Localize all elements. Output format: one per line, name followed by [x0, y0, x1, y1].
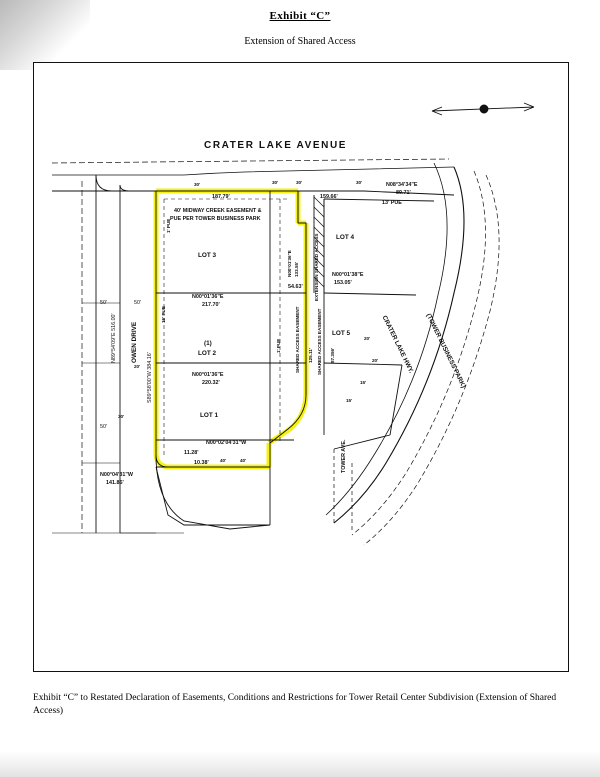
dimension-label-10: 10.38': [194, 460, 209, 466]
lot-label-lot-5: LOT 5: [332, 330, 351, 337]
dimension-label-87: 87.356': [330, 347, 335, 363]
dimension-label-bearing-133: N00°01'36"E: [287, 250, 292, 277]
dimension-label-bearing-bottom: N00°02'04'31"W: [206, 440, 247, 446]
page-title: Exhibit “C”: [269, 10, 331, 22]
dimension-label-20-left: 20': [134, 364, 141, 369]
dimension-label-141: 141.85': [106, 480, 124, 486]
dimension-label-89: 89.71': [396, 190, 411, 196]
dimension-label-187: 187.79': [212, 194, 230, 200]
dimension-label-125: 125.11': [308, 348, 313, 363]
dimension-label-30-b: 30': [272, 180, 279, 185]
dimension-label-bearing-153: N00°01'38"E: [332, 272, 364, 278]
dimension-label-15-b: 15': [346, 398, 353, 403]
north-arrow-icon: [432, 103, 534, 115]
street-label-crater-lake-avenue: CRATER LAKE AVENUE: [204, 140, 348, 151]
dimension-label-20-a: 20': [364, 336, 371, 341]
dimension-label-220: 220.32': [202, 380, 220, 386]
dimension-label-159: 159.66': [320, 194, 338, 200]
dimension-label-bearing-N08: N08°34'34"E: [386, 182, 418, 188]
easement-label-15-pue: 15' PUE: [161, 306, 166, 323]
plat-map-frame: [33, 62, 569, 672]
dimension-label-15-a: 15': [360, 380, 367, 385]
dimension-label-bearing-217: N00°01'36"E: [192, 294, 224, 300]
dimension-label-1-pue-b: 1' PUE: [166, 218, 171, 233]
easement-label-shared-access-2: SHARED ACCESS EASEMENT: [317, 308, 322, 375]
street-label-owen-drive: OWEN DRIVE: [131, 321, 138, 363]
dimension-label-owen-bearing: N89°54'09"E 516.00': [111, 313, 117, 363]
street-label-crater-lake-hwy: CRATER LAKE HWY.: [380, 314, 415, 375]
easement-label-extension-shared-access: EXTENSION SHARED ACCESS: [314, 233, 319, 301]
dimension-label-54: 54.63': [288, 284, 303, 290]
dimension-label-30-left: 30': [118, 414, 125, 419]
dimension-label-40-b: 40': [240, 458, 247, 463]
dimension-label-11: 11.28': [184, 450, 199, 456]
page-subtitle: Extension of Shared Access: [244, 36, 356, 47]
dimension-label-parcel-west: S89°58'00"W 384.16': [147, 352, 153, 403]
dimension-label-30-c: 30': [296, 180, 303, 185]
dimension-label-133: 133.55': [294, 261, 299, 277]
lot-label-lot-2: LOT 2: [198, 350, 217, 357]
lot-label-lot-4: LOT 4: [336, 234, 355, 241]
dimension-label: 50': [100, 300, 108, 306]
dimension-label-13-pue: 13' PUE: [382, 200, 402, 206]
dimension-label-bearing-141: N00°04'31"W: [100, 472, 133, 478]
lot-label-annotation-1: (1): [204, 340, 212, 347]
plat-map-drawing: [34, 63, 568, 671]
lot-label-lot-1: LOT 1: [200, 412, 219, 419]
highlight-route: [156, 191, 306, 467]
scan-shadow-bottom: [0, 751, 600, 777]
street-label-tower-ave: TOWER AVE.: [341, 439, 347, 473]
lot-label-lot-3: LOT 3: [198, 252, 217, 259]
dimension-label: 50': [100, 424, 108, 430]
dimension-label-153: 153.05': [334, 280, 352, 286]
easement-label-shared-access-1: SHARED ACCESS EASEMENT: [295, 306, 300, 373]
dimension-label-217: 217.70': [202, 302, 220, 308]
easement-label-midway-creek-1: 40' MIDWAY CREEK EASEMENT &: [174, 208, 262, 214]
dimension-label-20-b: 20': [372, 358, 379, 363]
page-footnote: Exhibit “C” to Restated Declaration of Easements, Conditions and Restrictions for Tower Retail Center Subdivision (Extension of Shared Access): [33, 693, 557, 716]
area-label-tower-business-park: (TOWER BUSINESS PARK): [424, 312, 467, 390]
dimension-label-bearing-220: N00°01'36"E: [192, 372, 224, 378]
dimension-label: 50': [134, 300, 142, 306]
easement-label-midway-creek-2: PUE PER TOWER BUSINESS PARK: [170, 216, 261, 222]
dimension-label-30-a: 30': [194, 182, 201, 187]
dimension-label-1-pue-a: 1' PUE: [276, 338, 281, 353]
dimension-label-30-d: 30': [356, 180, 363, 185]
dimension-label-40-a: 40': [220, 458, 227, 463]
